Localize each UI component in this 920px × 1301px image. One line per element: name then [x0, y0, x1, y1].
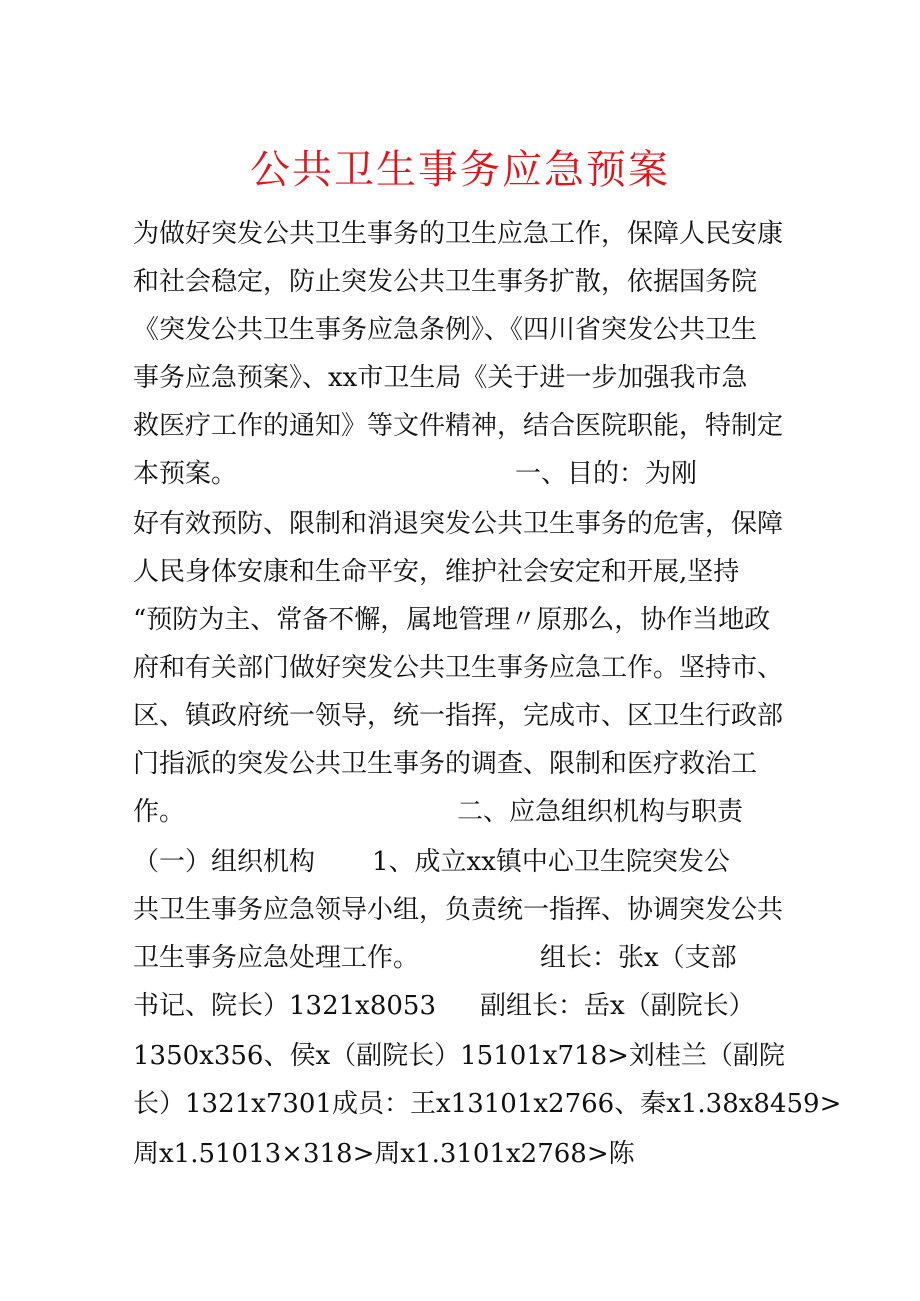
section-heading-purpose: 一、目的：为刚 — [515, 459, 698, 489]
document-title: 公共卫生事务应急预案 — [250, 147, 670, 193]
body-line-16: 卫生事务应急处理工作。 — [133, 943, 420, 973]
body-line-7: 好有效预防、限制和消退突发公共卫生事务的危害，保障 — [133, 509, 784, 539]
body-line-1: 为做好突发公共卫生事务的卫生应急工作，保障人民安康 — [133, 219, 784, 249]
body-line-13: 作。 — [133, 797, 186, 827]
body-line-9: “预防为主、常备不懈，属地管理〃原那么，协作当地政 — [133, 605, 771, 635]
body-line-12: 门指派的突发公共卫生事务的调查、限制和医疗救治工 — [133, 749, 758, 779]
body-line-18: 书记、院长）1321x8053 — [133, 991, 436, 1021]
body-line-19: 副组长：岳x（副院长） — [480, 991, 755, 1021]
body-line-2: 和社会稳定，防止突发公共卫生事务扩散，依据国务院 — [133, 267, 758, 297]
subsection-heading: （一）组织机构 — [133, 847, 316, 877]
body-line-6: 本预案。 — [133, 459, 238, 489]
section-heading-organization: 二、应急组织机构与职责 — [457, 797, 744, 827]
body-line-11: 区、镇政府统一领导，统一指挥，完成市、区卫生行政部 — [133, 701, 784, 731]
body-line-5: 救医疗工作的通知》等文件精神，结合医院职能，特制定 — [133, 411, 784, 441]
body-line-22: 周x1.51013×318>周x1.3101x2768>陈 — [133, 1139, 635, 1169]
body-line-17: 组长：张x（支部 — [540, 943, 737, 973]
body-line-21: 长）1321x7301成员：王x13101x2766、秦x1.38x8459> — [133, 1089, 842, 1119]
body-line-15: 共卫生事务应急领导小组，负责统一指挥、协调突发公共 — [133, 895, 784, 925]
body-line-14: 1、成立xx镇中心卫生院突发公 — [372, 847, 730, 877]
body-line-10: 府和有关部门做好突发公共卫生事务应急工作。坚持市、 — [133, 653, 784, 683]
body-line-4: 事务应急预案》、xx市卫生局《关于进一步加强我市急 — [133, 363, 748, 393]
body-line-3: 《突发公共卫生事务应急条例》、《四川省突发公共卫生 — [133, 315, 758, 345]
body-line-20: 1350x356、侯x（副院长）15101x718>刘桂兰（副院 — [133, 1041, 785, 1071]
body-line-8: 人民身体安康和生命平安，维护社会安定和开展,坚持 — [133, 557, 740, 587]
